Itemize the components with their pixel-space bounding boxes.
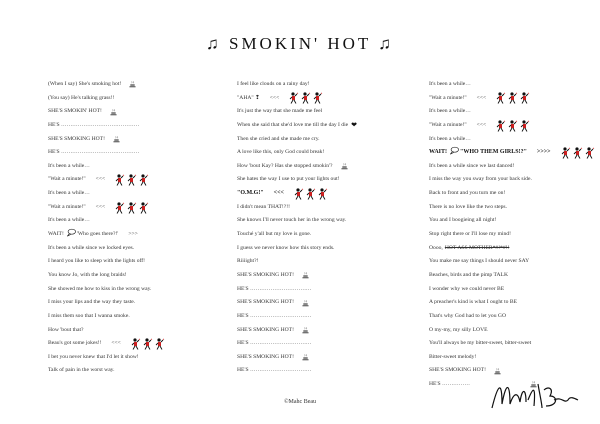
dancer-icon	[508, 92, 518, 104]
dancer-icon	[139, 174, 149, 186]
lyric-text: When she said that she'd love me till the day I die	[237, 121, 349, 128]
lyric-line	[429, 214, 599, 228]
lyric-line	[237, 242, 412, 256]
lyric-text: You make me say things I should never SAY	[429, 258, 530, 265]
dancer-icon	[127, 174, 137, 186]
heart-icon: ❤	[351, 120, 358, 129]
lyric-line	[237, 173, 412, 187]
lyric-text: How 'bout Kay? Has she stopped smokin'?	[237, 162, 333, 169]
dancer-icon	[306, 188, 316, 200]
lyric-line	[48, 214, 218, 228]
lyric-text: "Wait a minute!"	[429, 121, 467, 128]
lyric-text: It's been a while…	[429, 81, 471, 87]
lyric-line	[48, 337, 218, 351]
lyric-text: How 'bout that?	[48, 326, 84, 333]
lyric-line	[429, 255, 599, 269]
smoke-icon	[302, 327, 309, 334]
lyric-text: I wonder why we could never BE	[429, 285, 505, 292]
lyric-text: "Wait a minute!"	[429, 94, 467, 101]
dancer-icon	[520, 120, 530, 132]
lyric-text: SHE'S SMOKIN' HOT!	[48, 108, 102, 115]
lyric-line	[429, 269, 599, 283]
lyric-text: WAIT!	[429, 149, 448, 156]
lyric-text: You and I boogieing all night!	[429, 217, 497, 224]
dancer-icon	[115, 202, 125, 214]
lyric-text: HE'S ……………	[429, 381, 470, 388]
dancer-icon	[294, 188, 304, 200]
lyric-text: Stop right there or I'll lose my mind!	[429, 231, 511, 238]
arrows-marker: >>>>	[536, 149, 551, 156]
dancer-icon	[115, 174, 125, 186]
dancers-group	[496, 120, 530, 132]
lyric-line	[237, 214, 412, 228]
lyric-text: "Wait a minute!"	[48, 203, 86, 210]
lyric-line	[48, 119, 218, 133]
page-title: ♫ SMOKIN' HOT ♫	[205, 34, 394, 53]
lyric-line	[48, 173, 218, 187]
lyrics-column-3	[429, 78, 599, 392]
lyric-text: HE'S ……………………………	[237, 285, 312, 292]
lyric-line	[48, 146, 218, 160]
arrows-marker: <<<	[476, 94, 487, 101]
lyric-line	[237, 269, 412, 283]
lyric-line	[48, 228, 218, 242]
lyric-line	[237, 364, 412, 378]
dancers-group	[115, 174, 149, 186]
dancer-icon	[155, 338, 165, 350]
arrows-marker: <<<	[95, 203, 106, 210]
lyric-text: Then she cried and she made me cry.	[237, 135, 320, 142]
lyric-text: Riiiight?!	[237, 258, 259, 265]
lyrics-column-2	[237, 78, 412, 378]
lyric-line	[237, 92, 412, 106]
lyric-line	[429, 119, 599, 133]
lyric-line	[237, 283, 412, 297]
lyric-text: SHE'S SMOKING HOT!	[237, 271, 294, 278]
lyric-line	[48, 160, 218, 174]
lyric-text: SHE'S SMOKING HOT!	[429, 367, 486, 374]
lyric-text: It's been a while…	[48, 190, 90, 197]
lyric-line	[429, 173, 599, 187]
lyric-line	[237, 255, 412, 269]
dancers-group	[294, 188, 328, 200]
lyric-line	[48, 324, 218, 338]
lyric-line	[48, 187, 218, 201]
lyric-line	[429, 242, 599, 256]
lyric-text: O my-my, my silly LOVE	[429, 326, 488, 333]
lyric-line	[48, 364, 218, 378]
dancer-icon	[289, 92, 299, 104]
lyric-text: It's just the way that she made me feel	[237, 108, 323, 115]
lyric-text: She showed me how to kiss in the wrong way.	[48, 285, 152, 292]
lyric-line	[48, 133, 218, 147]
dancer-icon	[520, 92, 530, 104]
lyric-line	[429, 337, 599, 351]
arrows-marker: <<<	[476, 121, 487, 128]
lyric-line	[48, 283, 218, 297]
lyric-line	[237, 105, 412, 119]
lyric-text: You'll always be my bitter-sweet, bitter-sweet	[429, 340, 532, 347]
lyric-text: It's been a while…	[429, 135, 471, 142]
smoke-icon	[302, 300, 309, 307]
copyright-footer: ©Mahc Beau	[283, 399, 317, 405]
lyric-text: I didn't mean THAT!?!!	[237, 203, 290, 210]
lyric-line	[48, 255, 218, 269]
lyric-text-extra: HOT ASS MOTHER*#!*#!!	[444, 244, 510, 251]
lyric-text: I miss them soo that I wanna smoke.	[48, 312, 130, 319]
lyric-text: Touché y'all but my love is gone.	[237, 231, 312, 238]
lyric-text: (You say) He's talking grass!!	[48, 94, 115, 101]
dancer-icon	[313, 92, 323, 104]
lyric-text: SHE'S SMOKING HOT!	[237, 353, 294, 360]
lyric-text: Beaches, birds and the pimp TALK	[429, 271, 508, 278]
lyric-line	[237, 337, 412, 351]
dancer-icon	[301, 92, 311, 104]
lyric-text: It's been a while since we last danced!	[429, 162, 515, 169]
dancer-icon	[127, 202, 137, 214]
lyric-text: Oooo,	[429, 244, 443, 251]
lyric-line	[237, 351, 412, 365]
dancers-group	[496, 92, 530, 104]
lyric-line	[429, 310, 599, 324]
dancer-icon	[508, 120, 518, 132]
lyric-line	[237, 78, 412, 92]
dancer-icon	[143, 338, 153, 350]
lyric-line	[429, 105, 599, 119]
lyric-text: I miss the way you sway from your back side.	[429, 176, 532, 183]
lyric-text: I feel like clouds on a rainy day!	[237, 81, 310, 87]
dancer-icon	[496, 120, 506, 132]
lyric-line	[429, 133, 599, 147]
smoke-icon	[113, 136, 120, 143]
lyric-text: HE'S ……………………………	[237, 312, 312, 319]
lyric-text: A preacher's kind is what I ought to BE	[429, 299, 518, 306]
lyric-text: WAIT!	[48, 231, 64, 238]
smoke-icon	[341, 163, 348, 170]
lyric-text: It's been a while since we locked eyes.	[48, 244, 135, 251]
arrows-marker: <<<	[95, 176, 106, 183]
lyric-text: It's been a while…	[429, 108, 471, 115]
lyric-text: I guess we never know how this story ends.	[237, 244, 335, 251]
dancers-group	[289, 92, 323, 104]
lyric-text: I heard you like to sleep with the lights off!	[48, 258, 145, 265]
lyric-line	[48, 92, 218, 106]
lyric-text: HE'S ……………………………………	[48, 149, 140, 156]
smoke-icon	[302, 354, 309, 361]
lyric-line	[48, 310, 218, 324]
lyric-line	[237, 296, 412, 310]
lyric-line	[429, 201, 599, 215]
lyric-line	[237, 133, 412, 147]
lyric-text: SHE'S SMOKING HOT!	[237, 299, 294, 306]
speech-bubble-icon	[449, 146, 459, 155]
lyric-line	[429, 324, 599, 338]
lyric-text: A love like this, only God could break!	[237, 149, 325, 156]
lyric-line	[237, 187, 412, 201]
lyric-text-extra: 'Who goes there?!'	[76, 231, 119, 238]
lyric-line	[429, 351, 599, 365]
arrows-marker: <<<	[273, 190, 284, 197]
lyric-text: She hates the way I use to put your lights out!	[237, 176, 340, 183]
lyric-line	[237, 160, 412, 174]
lyric-text: HE'S ……………………………	[237, 367, 312, 374]
lyric-text: HE'S ……………………………	[237, 340, 312, 347]
lyric-text: "O.M.G!"	[237, 190, 264, 197]
dancers-group	[131, 338, 165, 350]
dancer-icon	[573, 147, 583, 159]
dancer-icon	[318, 188, 328, 200]
smoke-icon	[110, 109, 117, 116]
lyric-line	[237, 324, 412, 338]
lyric-text: HE'S ……………………………………	[48, 121, 140, 128]
speech-bubble-icon	[66, 228, 76, 237]
arrows-marker: <<<	[111, 340, 121, 347]
lyric-line	[237, 201, 412, 215]
smoke-icon	[129, 81, 136, 88]
dancer-icon	[139, 202, 149, 214]
dancer-icon	[131, 338, 141, 350]
lyric-text: Talk of pain in the worst way.	[48, 367, 115, 374]
dancers-group	[561, 147, 595, 159]
lyric-text: She knows I'll never touch her in the wrong way.	[237, 217, 347, 224]
lyric-text: "Wait a minute!"	[48, 176, 86, 183]
lyrics-column-1	[48, 78, 218, 378]
dancers-group	[115, 202, 149, 214]
lyric-text: Bitter-sweet melody!	[429, 353, 477, 360]
lyric-line	[429, 78, 599, 92]
lyric-text: "AHA" ❢	[237, 94, 260, 101]
lyric-text: Beau's got some jokes!!	[48, 340, 102, 347]
lyric-text: SHE'S SMOKING HOT!	[237, 326, 294, 333]
lyric-line	[237, 228, 412, 242]
lyric-text: I bet you never knew that I'd let it show!	[48, 353, 139, 360]
lyric-line	[429, 187, 599, 201]
lyric-text: (When I say) She's smoking hot!	[48, 81, 122, 87]
signature	[488, 374, 584, 418]
lyric-text: It's been a while…	[48, 217, 90, 224]
lyric-line	[429, 160, 599, 174]
lyric-line	[48, 78, 218, 92]
lyric-line	[48, 242, 218, 256]
lyric-line	[429, 228, 599, 242]
lyric-line	[237, 146, 412, 160]
dancer-icon	[585, 147, 595, 159]
lyric-line	[429, 283, 599, 297]
lyric-line	[48, 269, 218, 283]
lyric-line	[48, 105, 218, 119]
lyric-line	[429, 296, 599, 310]
smoke-icon	[302, 272, 309, 279]
lyric-text: I miss your lips and the way they taste.	[48, 299, 136, 306]
lyric-line	[429, 146, 599, 160]
lyric-line	[48, 201, 218, 215]
lyric-line	[237, 310, 412, 324]
lyric-text: Back to front and you turn me on!	[429, 190, 506, 197]
lyric-text: SHE'S SMOKING HOT!	[48, 135, 105, 142]
lyric-text: It's been a while…	[48, 162, 90, 169]
lyric-text-extra: "WHO THEM GIRLS!?"	[460, 149, 527, 156]
arrows-marker: <<<	[269, 94, 280, 101]
lyric-text: There is no love like the two steps.	[429, 203, 507, 210]
lyric-text: You know Jo, with the long braids!	[48, 271, 127, 278]
arrows-marker: >>>	[128, 231, 138, 238]
lyric-line	[237, 119, 412, 133]
lyric-text: That's why God had to let you GO	[429, 312, 506, 319]
dancer-icon	[496, 92, 506, 104]
lyric-line	[48, 351, 218, 365]
lyric-line	[429, 92, 599, 106]
dancer-icon	[561, 147, 571, 159]
lyric-line	[48, 296, 218, 310]
